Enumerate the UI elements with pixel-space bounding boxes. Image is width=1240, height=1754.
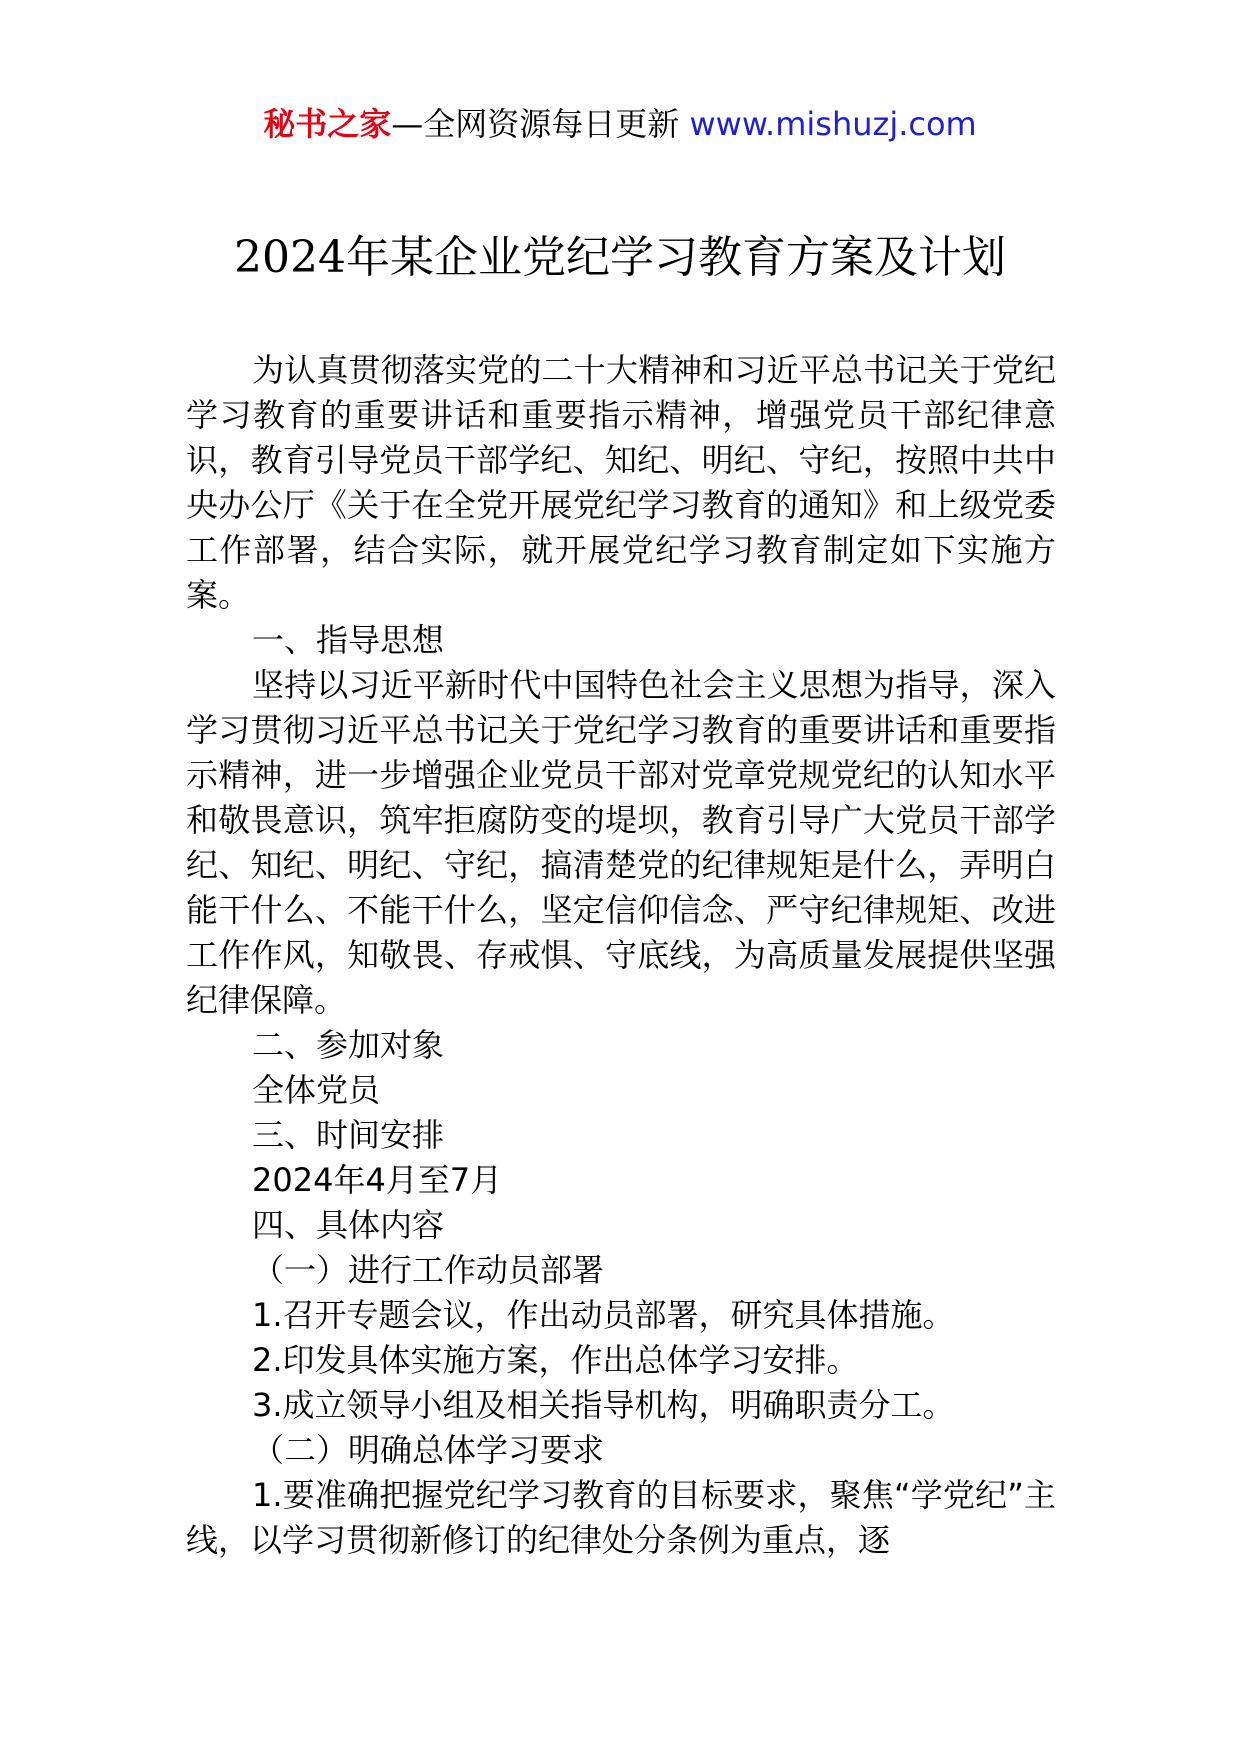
schedule-paragraph: 2024年4月至7月 bbox=[252, 1161, 503, 1199]
section-heading-participants: 二、参加对象 bbox=[252, 1026, 445, 1064]
document-title: 2024年某企业党纪学习教育方案及计划 bbox=[234, 232, 1006, 283]
list-item: 3.成立领导小组及相关指导机构，明确职责分工。 bbox=[252, 1386, 955, 1424]
section-heading-content: 四、具体内容 bbox=[252, 1206, 445, 1244]
guiding-ideology-paragraph: 坚持以习近平新时代中国特色社会主义思想为指导，深入学习贯彻习近平总书记关于党纪学习教育的重要讲话和重要指示精神，进一步增强企业党员干部对党章党规党纪的认知水平和敬畏意识，筑牢拒腐防变的堤坝，教育引导广大党员干部学纪、知纪、明纪、守纪，搞清楚党的纪律规矩是什么，弄明白能干什么、不能干什么，坚定信仰信念、严守纪律规矩、改进工作作风，知敬畏、存戒惧、守底线，为高质量发展提供坚强纪律保障。 bbox=[186, 666, 1056, 1019]
section-heading-guiding-ideology: 一、指导思想 bbox=[252, 621, 445, 659]
header-slogan: —全网资源每日更新 bbox=[391, 105, 690, 143]
list-item: 1.要准确把握党纪学习教育的目标要求，聚焦“学党纪”主线，以学习贯彻新修订的纪律处分条例为重点，逐 bbox=[186, 1476, 1056, 1559]
subsection-heading-requirements: （二）明确总体学习要求 bbox=[252, 1431, 605, 1469]
brand-name: 秘书之家 bbox=[263, 105, 392, 143]
document-body bbox=[186, 348, 1056, 1563]
site-url-link[interactable]: www.mishuzj.com bbox=[689, 105, 977, 143]
subsection-heading-mobilization: （一）进行工作动员部署 bbox=[252, 1251, 605, 1289]
section-heading-schedule: 三、时间安排 bbox=[252, 1116, 445, 1154]
site-header bbox=[0, 100, 1240, 148]
participants-paragraph: 全体党员 bbox=[252, 1071, 381, 1109]
intro-paragraph: 为认真贯彻落实党的二十大精神和习近平总书记关于党纪学习教育的重要讲话和重要指示精神，增强党员干部纪律意识，教育引导党员干部学纪、知纪、明纪、守纪，按照中共中央办公厅《关于在全党开展党纪学习教育的通知》和上级党委工作部署，结合实际，就开展党纪学习教育制定如下实施方案。 bbox=[186, 351, 1056, 614]
list-item: 2.印发具体实施方案，作出总体学习安排。 bbox=[252, 1341, 859, 1379]
list-item: 1.召开专题会议，作出动员部署，研究具体措施。 bbox=[252, 1296, 955, 1334]
